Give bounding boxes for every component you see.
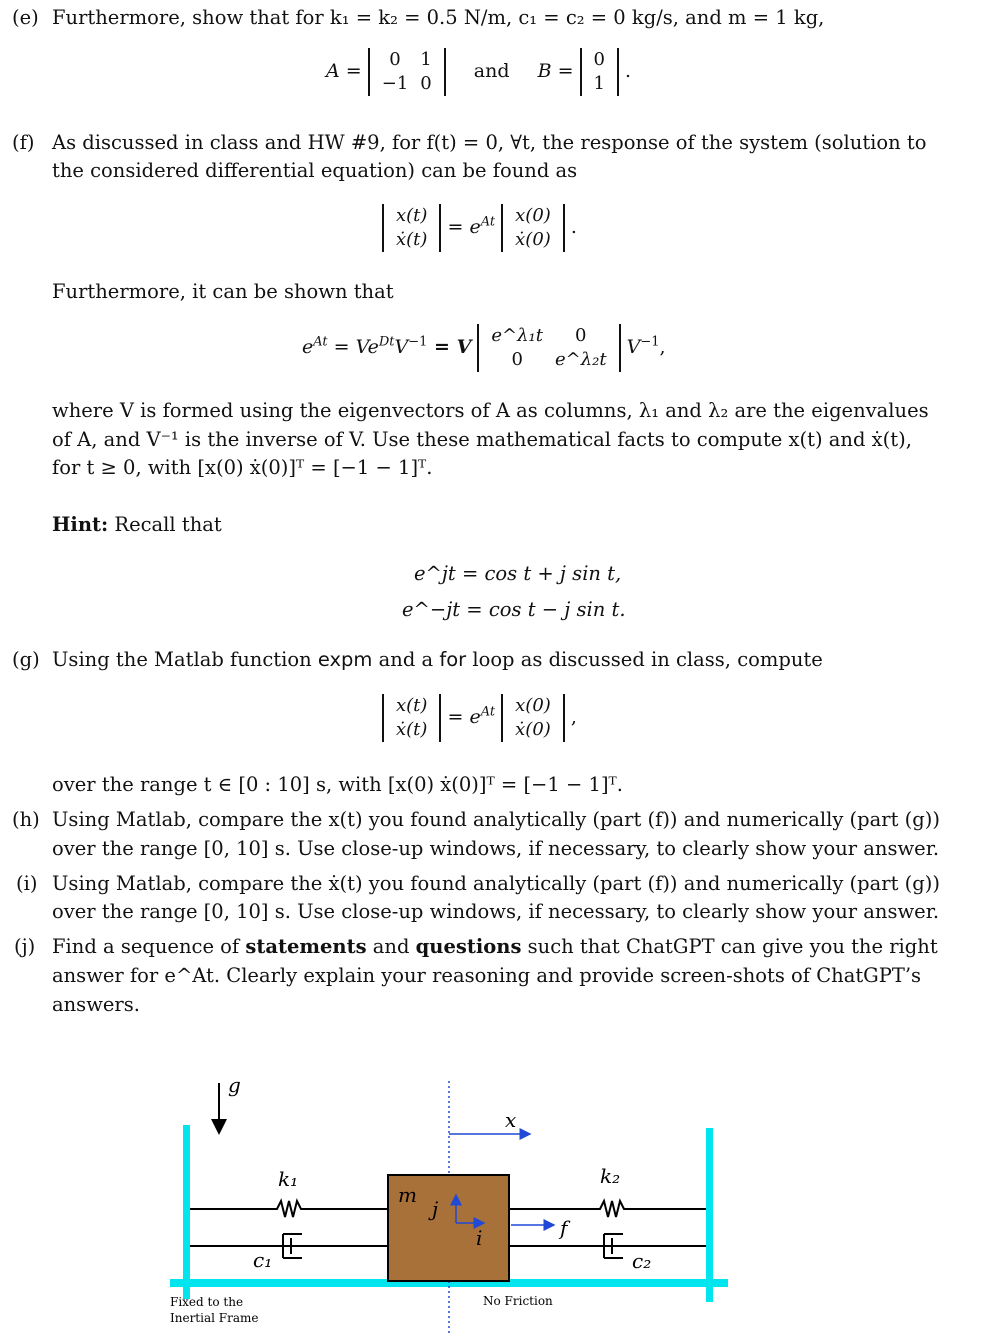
item-h-label: (h): [12, 808, 40, 831]
punct: .: [625, 60, 632, 82]
item-i-line2: over the range [0, 10] s. Use close-up windows, if necessary, to clearly show your answer.: [52, 900, 940, 923]
vector-cell: x(0): [515, 695, 551, 716]
vector-rhs: [501, 204, 565, 252]
and-word: and: [473, 60, 510, 82]
matrix-cell: 1: [420, 49, 432, 70]
gravity-label: g: [228, 1073, 241, 1097]
equation-g: [382, 694, 577, 742]
furthermore-text: Furthermore, it can be shown that: [52, 280, 394, 303]
item-j-line1: [52, 933, 938, 961]
fixed-caption-1: Fixed to the: [170, 1295, 244, 1309]
spring-k2: [509, 1201, 706, 1217]
equals-e: = e: [447, 216, 481, 238]
sup-At: At: [313, 334, 328, 350]
matrix-B: [580, 48, 619, 96]
c2-label: c₂: [632, 1249, 652, 1273]
keyword-expm: expm: [317, 648, 373, 671]
item-g-label: (g): [12, 648, 40, 671]
j-bold-questions: questions: [415, 935, 522, 958]
punct: ,: [659, 336, 666, 358]
item-g-text: [52, 646, 823, 674]
matrix-A: [368, 48, 446, 96]
euler-eq-1: e^jt = cos t + j sin t,: [414, 562, 622, 585]
vector-cell: ẋ(0): [515, 719, 551, 740]
matrix-cell: 0: [511, 349, 523, 370]
right-wall: [706, 1128, 713, 1302]
item-j-label: (j): [14, 935, 36, 958]
eq-V: = V: [427, 336, 472, 358]
g-mid: and a: [372, 648, 440, 671]
punct: .: [570, 216, 577, 238]
g-post: loop as discussed in class, compute: [466, 648, 823, 671]
vector-cell: ẋ(t): [396, 229, 428, 250]
where-paragraph: [52, 397, 957, 483]
f-label: f: [560, 1216, 568, 1240]
sup-Dt: Dt: [378, 334, 395, 350]
item-h-line2: over the range [0, 10] s. Use close-up windows, if necessary, to clearly show your answer.: [52, 837, 940, 860]
j-pre: Find a sequence of: [52, 935, 246, 958]
B-label: B =: [537, 60, 574, 82]
vector-cell: ẋ(t): [396, 719, 428, 740]
j-label: j: [432, 1197, 439, 1221]
item-e-text: Furthermore, show that for k₁ = k₂ = 0.5 N/m, c₁ = c₂ = 0 kg/s, and m = 1 kg,: [52, 6, 825, 29]
no-friction-caption: No Friction: [483, 1294, 553, 1308]
hint-text: Recall that: [108, 513, 222, 536]
fixed-caption-2: Inertial Frame: [170, 1311, 259, 1325]
left-wall: [183, 1125, 190, 1299]
where-line: of A, and V⁻¹ is the inverse of V. Use these mathematical facts to compute x(t) and ẋ(t),: [52, 427, 912, 451]
j-mid: and: [366, 935, 416, 958]
item-f-line2: the considered differential equation) can be found as: [52, 159, 578, 182]
euler-eq-2: e^−jt = cos t − j sin t.: [402, 598, 626, 621]
hint: [52, 511, 222, 539]
e-text: e: [302, 336, 314, 358]
item-e-label: (e): [12, 6, 39, 29]
VeDt: = Ve: [327, 336, 379, 358]
equation-state-response: [382, 204, 577, 252]
vector-cell: x(t): [396, 695, 428, 716]
equation-eigen: [302, 324, 666, 372]
exp-At: At: [480, 704, 496, 720]
sup-inv: −1: [408, 334, 428, 350]
vector-lhs: [382, 204, 441, 252]
exp-At: At: [480, 214, 496, 230]
g-range: over the range t ∈ [0 : 10] s, with [x(0) ẋ(0)]ᵀ = [−1 − 1]ᵀ.: [52, 773, 623, 796]
item-f-label: (f): [12, 131, 35, 154]
matrix-cell: e^λ₁t: [491, 325, 543, 346]
spring-k1: [190, 1201, 388, 1217]
item-j-line2: answer for e^At. Clearly explain your reasoning and provide screen-shots of ChatGPT’s: [52, 964, 922, 987]
item-h-line1: Using Matlab, compare the x(t) you found analytically (part (f)) and numerically (part (g)): [52, 808, 940, 831]
matrix-cell: 0: [389, 49, 401, 70]
mass-label: m: [398, 1183, 417, 1207]
equals-e: = e: [447, 706, 481, 728]
matrix-exp: [477, 324, 620, 372]
j-post: such that ChatGPT can give you the right: [521, 935, 938, 958]
vector-cell: x(0): [515, 205, 551, 226]
matrix-cell: 0: [420, 73, 432, 94]
matrix-cell: e^λ₂t: [554, 349, 607, 370]
item-f-line1: As discussed in class and HW #9, for f(t) = 0, ∀t, the response of the system (solution to: [52, 131, 927, 154]
V-tail: V: [626, 336, 641, 358]
vector-cell: x(t): [396, 205, 428, 226]
matrix-cell: 0: [575, 325, 587, 346]
sup-inv-tail: −1: [640, 334, 660, 350]
hint-bold: Hint:: [52, 513, 109, 536]
x-label: x: [505, 1108, 517, 1132]
punct: ,: [570, 706, 577, 728]
vector-lhs: [382, 694, 441, 742]
where-line: for t ≥ 0, with [x(0) ẋ(0)]ᵀ = [−1 − 1]ᵀ.: [52, 456, 433, 479]
keyword-for: for: [439, 648, 467, 671]
where-line: where V is formed using the eigenvectors of A as columns, λ₁ and λ₂ are the eigenvalues: [52, 399, 929, 422]
g-pre: Using the Matlab function: [52, 648, 318, 671]
c1-label: c₁: [253, 1248, 273, 1272]
vector-rhs: [501, 694, 565, 742]
A-label: A =: [326, 60, 362, 82]
item-i-line1: Using Matlab, compare the ẋ(t) you found analytically (part (f)) and numerically (part (g)): [52, 872, 940, 895]
matrix-cell: −1: [381, 73, 409, 94]
matrix-cell: 0: [593, 49, 605, 70]
equation-A-B: [326, 48, 631, 96]
V: V: [394, 336, 409, 358]
k2-label: k₂: [600, 1164, 621, 1188]
j-bold-statements: statements: [245, 935, 367, 958]
item-j-line3: answers.: [52, 993, 140, 1016]
matrix-cell: 1: [593, 73, 605, 94]
k1-label: k₁: [278, 1167, 299, 1191]
mass-spring-damper-diagram: [0, 1045, 987, 1335]
vector-cell: ẋ(0): [515, 229, 551, 250]
i-label: i: [476, 1226, 483, 1250]
item-i-label: (i): [16, 872, 38, 895]
